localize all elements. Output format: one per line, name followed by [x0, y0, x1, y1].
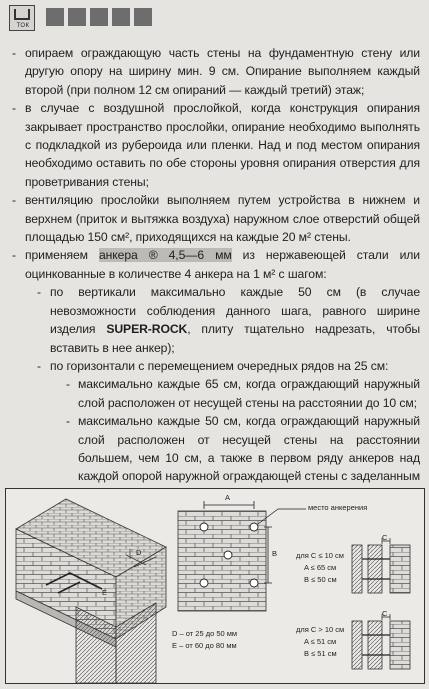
list-subitem-horizontal: - по горизонтали с перемещением очередных рядов на 25 см:	[12, 357, 420, 375]
note-d: D – от 25 до 50 мм	[172, 629, 238, 638]
anchoring-diagram	[5, 488, 425, 684]
condition-2-a: A ≤ 51 см	[304, 637, 337, 646]
logo-mark-icon	[14, 9, 30, 20]
vertical-text-end: , плиту тщательно надрезать, чтобы вставить в нее анкер);	[50, 322, 421, 355]
list-subsubitem-50: - максимально каждые 50 см, когда ограждающий наружный слой расположен от несущей стены на расстоянии большем, чем 10 см, а также в первом ряду анкеров над каждой опорой наружной ограждающей стены с заделанным	[12, 412, 420, 504]
list-subitem-vertical	[12, 283, 420, 357]
decor-block	[46, 8, 64, 26]
decor-block	[90, 8, 108, 26]
wall-front-view	[178, 501, 306, 611]
section-detail-top	[352, 538, 410, 593]
anchors-size: анкера ® 4,5—6 мм	[98, 248, 232, 263]
condition-2-b: B ≤ 51 см	[304, 649, 337, 658]
anchors-text-start: применяем	[25, 248, 99, 263]
label-c-top: C	[382, 533, 388, 542]
vertical-text-start: по вертикали максимально каждые 50 см (в случае невозможности соблюдения данного шага, равного ширине изделия	[50, 285, 420, 337]
label-c-bottom: C	[382, 609, 388, 618]
body-text	[12, 44, 420, 504]
decor-block	[68, 8, 86, 26]
page-header	[0, 0, 429, 36]
publisher-logo	[9, 5, 35, 31]
condition-1: для C ≤ 10 см	[296, 551, 344, 560]
isometric-wall-drawing	[16, 499, 166, 683]
diagram-drawing	[6, 489, 424, 683]
condition-2: для C > 10 см	[296, 625, 345, 634]
label-e: E	[102, 588, 108, 597]
condition-1-b: B ≤ 50 см	[304, 575, 337, 584]
label-d: D	[136, 548, 142, 557]
list-subsubitem-65: - максимально каждые 65 см, когда ограждающий наружный слой расположен от несущей стены на расстоянии до 10 см;	[12, 375, 420, 412]
list-item-support: - опираем ограждающую часть стены на фундаментную стену или другую опору на ширину мин. 9 см. Опирание выполняем каждый второй (при полном 12 см опираний — каждый третий) этаж;	[12, 44, 420, 99]
label-b: B	[272, 549, 278, 558]
condition-1-a: A ≤ 65 см	[304, 563, 337, 572]
list-item-anchors	[12, 246, 420, 283]
label-a: A	[225, 493, 231, 502]
anchors-text-end: из нержавеющей стали или оцинкованные в количестве 4 анкера на 1 м² с шагом:	[25, 248, 420, 281]
decor-block	[112, 8, 130, 26]
note-e: E – от 60 до 80 мм	[172, 641, 237, 650]
list-item-air-gap: - в случае с воздушной прослойкой, когда конструкция опирания закрывает пространство прослойки, опирание необходимо выполнять с подкладкой из рубероида или пленки. Над и под местом опирания необходимо оставить по обе стороны уровня опирания отверстия для проветривания стены;	[12, 99, 420, 191]
header-decor-blocks	[46, 8, 152, 26]
decor-block	[134, 8, 152, 26]
product-name: SUPER-ROCK	[106, 322, 188, 337]
section-detail-bottom	[352, 614, 410, 669]
logo-text: ТОК	[16, 23, 30, 29]
list-item-ventilation: - вентиляцию прослойки выполняем путем устройства в нижнем и верхнем (приток и вытяжка воздуха) наружном слое отверстий общей площадью 150 см², приходящихся на каждые 20 м² стены.	[12, 191, 420, 246]
anchor-place-label: место анкерения	[308, 503, 368, 512]
